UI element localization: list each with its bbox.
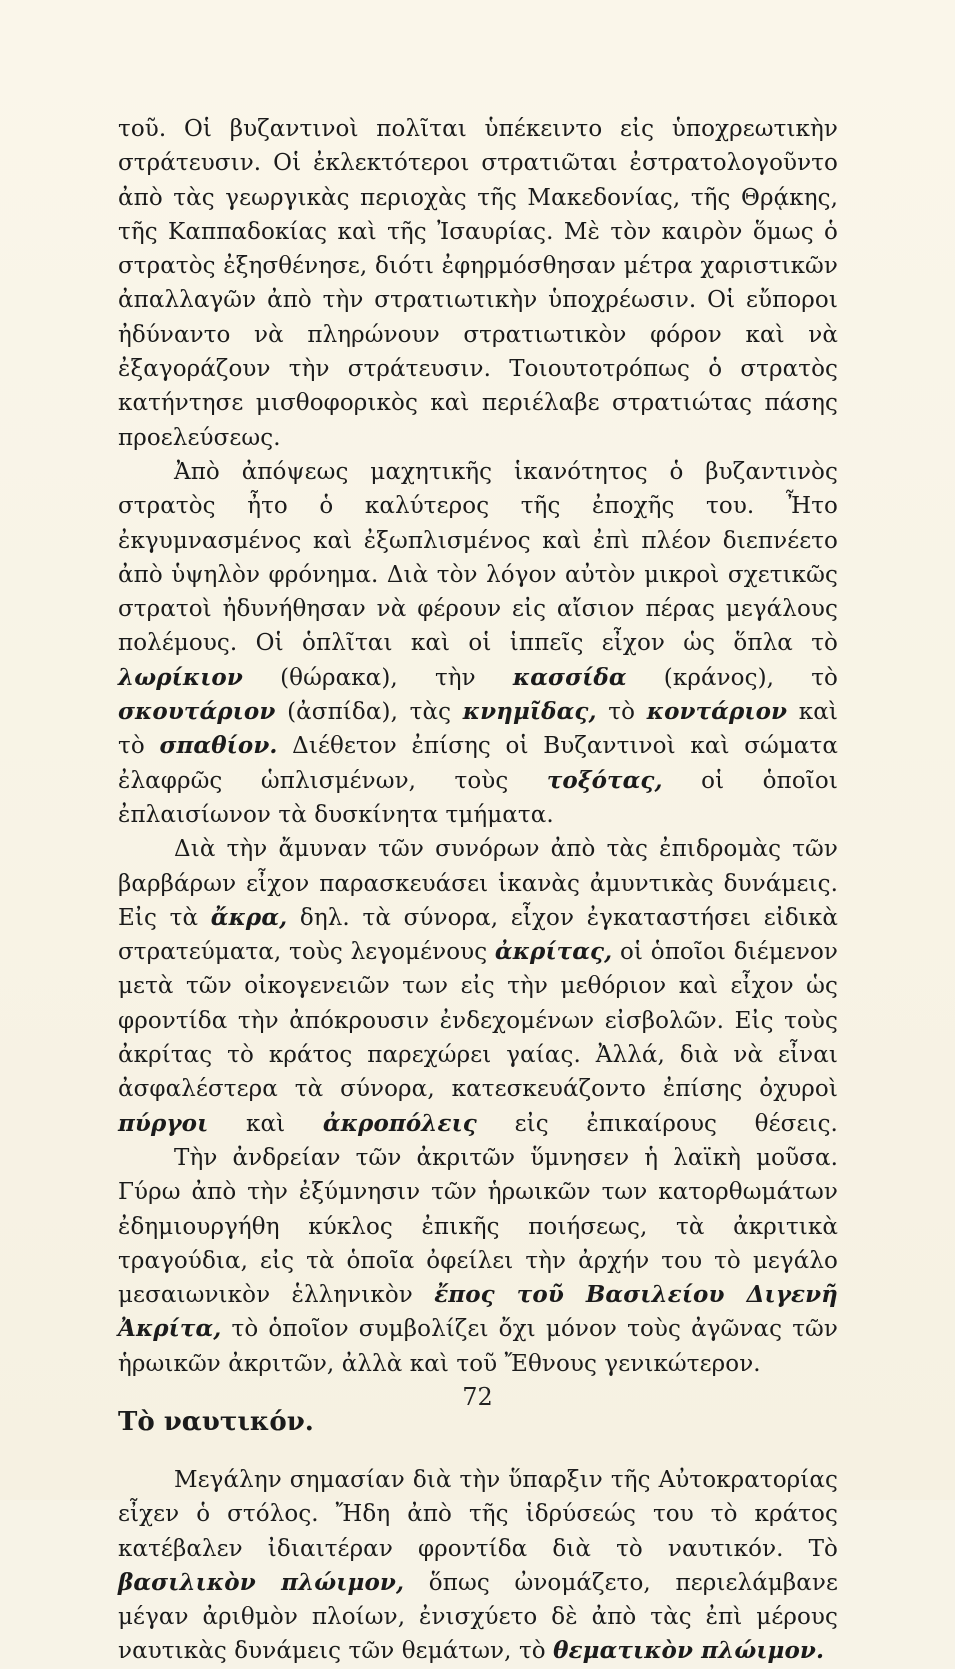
paragraph-text: Τὴν ἀνδρείαν τῶν ἀκριτῶν ὕμνησεν ἡ λαϊκὴ μοῦσα. Γύρω ἀπὸ τὴν ἐξύμνησιν τῶν ἡρωικῶν των κατορθωμάτων ἐδημιουργήθη κύκλος ἐπικῆς ποιήσεως, τὰ ἀκριτικὰ τραγούδια, εἰς τὰ ὁποῖα ὀφείλει τὴν ἀρχήν του τὸ μεγάλο μεσαιωνικὸν ἑλληνικὸν <box>118 1144 838 1309</box>
term-digenis-epic: ἔπος τοῦ Βασιλείου Διγενῆ Ἀκρίτα, <box>118 1281 838 1343</box>
term-vasilikon-ploimon: βασιλικὸν πλώιμον, <box>118 1568 405 1596</box>
paragraph-text: Μεγάλην σημασίαν διὰ τὴν ὕπαρξιν τῆς Αὐτοκρατορίας εἶχεν ὁ στόλος. Ἤδη ἀπὸ τῆς ἱδρύσεώς του τὸ κράτος κατέβαλεν ἰδιαιτέραν φροντίδα διὰ τὸ ναυτικόν. Τὸ <box>118 1466 838 1562</box>
paragraph-text: (θώρακα), τὴν <box>280 664 476 691</box>
term-akra: ἄκρα, <box>210 903 288 931</box>
term-lorikion: λωρίκιον <box>118 663 243 691</box>
paragraph-text: Διέθετον ἐπίσης οἱ Βυζαντινοὶ καὶ σώματα ἐλαφρῶς ὡπλισμένων, τοὺς <box>118 733 839 794</box>
term-akropoleis: ἀκροπόλεις <box>322 1109 477 1137</box>
paragraph-text: εἰς ἐπικαίρους θέσεις. <box>514 1110 838 1137</box>
paragraph-text: (κράνος), τὸ <box>663 664 838 691</box>
section-title-navy: Τὸ ναυτικόν. <box>118 1406 314 1437</box>
page-content <box>118 112 838 1669</box>
paragraph-text: οἱ ὁποῖοι διέμενον μετὰ τῶν οἰκογενειῶν των εἰς τὴν μεθόριον καὶ εἶχον ὡς φροντίδα τὴν ἀπόκρουσιν ἐνδεχομένων εἰσβολῶν. Εἰς τοὺς ἀκρίτας τὸ κράτος παρεχώρει γαίας. Ἀλλά, διὰ νὰ εἶναι ἀσφαλέστερα τὰ σύνορα, κατεσκευάζοντο ἐπίσης ὀχυροὶ <box>118 939 838 1103</box>
paragraph-text: τὸ <box>608 699 636 726</box>
paragraph-text: ὅπως ὠνομάζετο, περιελάμβανε μέγαν ἀριθμὸν πλοίων, ἐνισχύετο δὲ ἀπὸ τὰς ἐπὶ μέρους ναυτικὰς δυνάμεις τῶν θεμάτων, τὸ <box>118 1569 838 1665</box>
paragraph-text: τοῦ. Οἱ βυζαντινοὶ πολῖται ὑπέκειντο εἰς ὑποχρεωτικὴν στράτευσιν. Οἱ ἐκλεκτότεροι στρατιῶται ἐστρατολογοῦντο ἀπὸ τὰς γεωργικὰς περιοχὰς τῆς Μακεδονίας, τῆς Θρᾴκης, τῆς Καππαδοκίας καὶ τῆς Ἰσαυρίας. Μὲ τὸν καιρὸν ὅμως ὁ στρατὸς ἐξησθένησε, διότι ἐφηρμόσθησαν μέτρα χαριστικῶν ἀπαλλαγῶν ἀπὸ τὴν στρατιωτικὴν ὑποχρέωσιν. Οἱ εὔποροι ἠδύναντο νὰ πληρώνουν στρατιωτικὸν φόρον καὶ νὰ ἐξαγοράζουν τὴν στράτευσιν. Τοιουτοτρόπως ὁ στρατὸς κατήντησε μισθοφορικὸς καὶ περιέλαβε στρατιώτας πάσης προελεύσεως. <box>118 116 838 451</box>
paragraph-text: δηλ. τὰ σύνορα, εἶχον ἐγκαταστήσει εἰδικὰ στρατεύματα, τοὺς λεγομένους <box>118 904 838 966</box>
paragraph-text: (ἀσπίδα), τὰς <box>287 699 452 726</box>
paragraph-border-defense <box>118 832 838 1141</box>
term-skoutarion: σκουτάριον <box>118 698 276 726</box>
term-knimides: κνημῖδας, <box>462 698 597 726</box>
term-kontarion: κοντάριον <box>646 698 788 726</box>
term-toxotes: τοξότας, <box>546 766 663 794</box>
paragraph-text: Διὰ τὴν ἄμυναν τῶν συνόρων ἀπὸ τὰς ἐπιδρομὰς τῶν βαρβάρων εἶχον παρασκευάσει ἱκανὰς ἀμυντικὰς δυνάμεις. Εἰς τὰ <box>118 836 838 931</box>
paragraph-text: καὶ <box>246 1110 286 1137</box>
paragraph-army-quality <box>118 455 838 832</box>
term-spathion: σπαθίον. <box>159 732 278 760</box>
paragraph-text: Ἀπὸ ἀπόψεως μαχητικῆς ἱκανότητος ὁ βυζαντινὸς στρατὸς ἦτο ὁ καλύτερος τῆς ἐποχῆς του. Ἦτο ἐκγυμνασμένος καὶ ἐξωπλισμένος καὶ ἐπὶ πλέον διεπνέετο ἀπὸ ὑψηλὸν φρόνημα. Διὰ τὸν λόγον αὐτὸν μικροὶ σχετικῶς στρατοὶ ἠδυνήθησαν νὰ φέρουν εἰς αἴσιον πέρας μεγάλους πολέμους. Οἱ ὁπλῖται καὶ οἱ ἱππεῖς εἶχον ὡς ὅπλα τὸ <box>118 458 838 657</box>
paragraph-text: οἱ ὁποῖοι ἐπλαισίωνον τὰ δυσκίνητα τμήματα. <box>118 767 838 828</box>
term-kassida: κασσίδα <box>512 663 627 691</box>
paragraph-text: τὸ ὁποῖον συμβολίζει ὄχι μόνον τοὺς ἀγῶνας τῶν ἡρωικῶν ἀκριτῶν, ἀλλὰ καὶ τοῦ Ἔθνους γενικώτερον. <box>118 1316 838 1377</box>
page-number: 72 <box>462 1383 493 1411</box>
term-akrites: ἀκρίτας, <box>494 938 613 966</box>
term-pyrgoi: πύργοι <box>118 1109 209 1137</box>
term-thematikon-ploimon: θεματικὸν πλώιμον. <box>553 1637 825 1665</box>
paragraph-akritic-poetry <box>118 1141 838 1381</box>
paragraph-conscription <box>118 112 838 455</box>
paragraph-navy <box>118 1463 838 1669</box>
paragraph-text: καὶ τὸ <box>118 699 838 760</box>
